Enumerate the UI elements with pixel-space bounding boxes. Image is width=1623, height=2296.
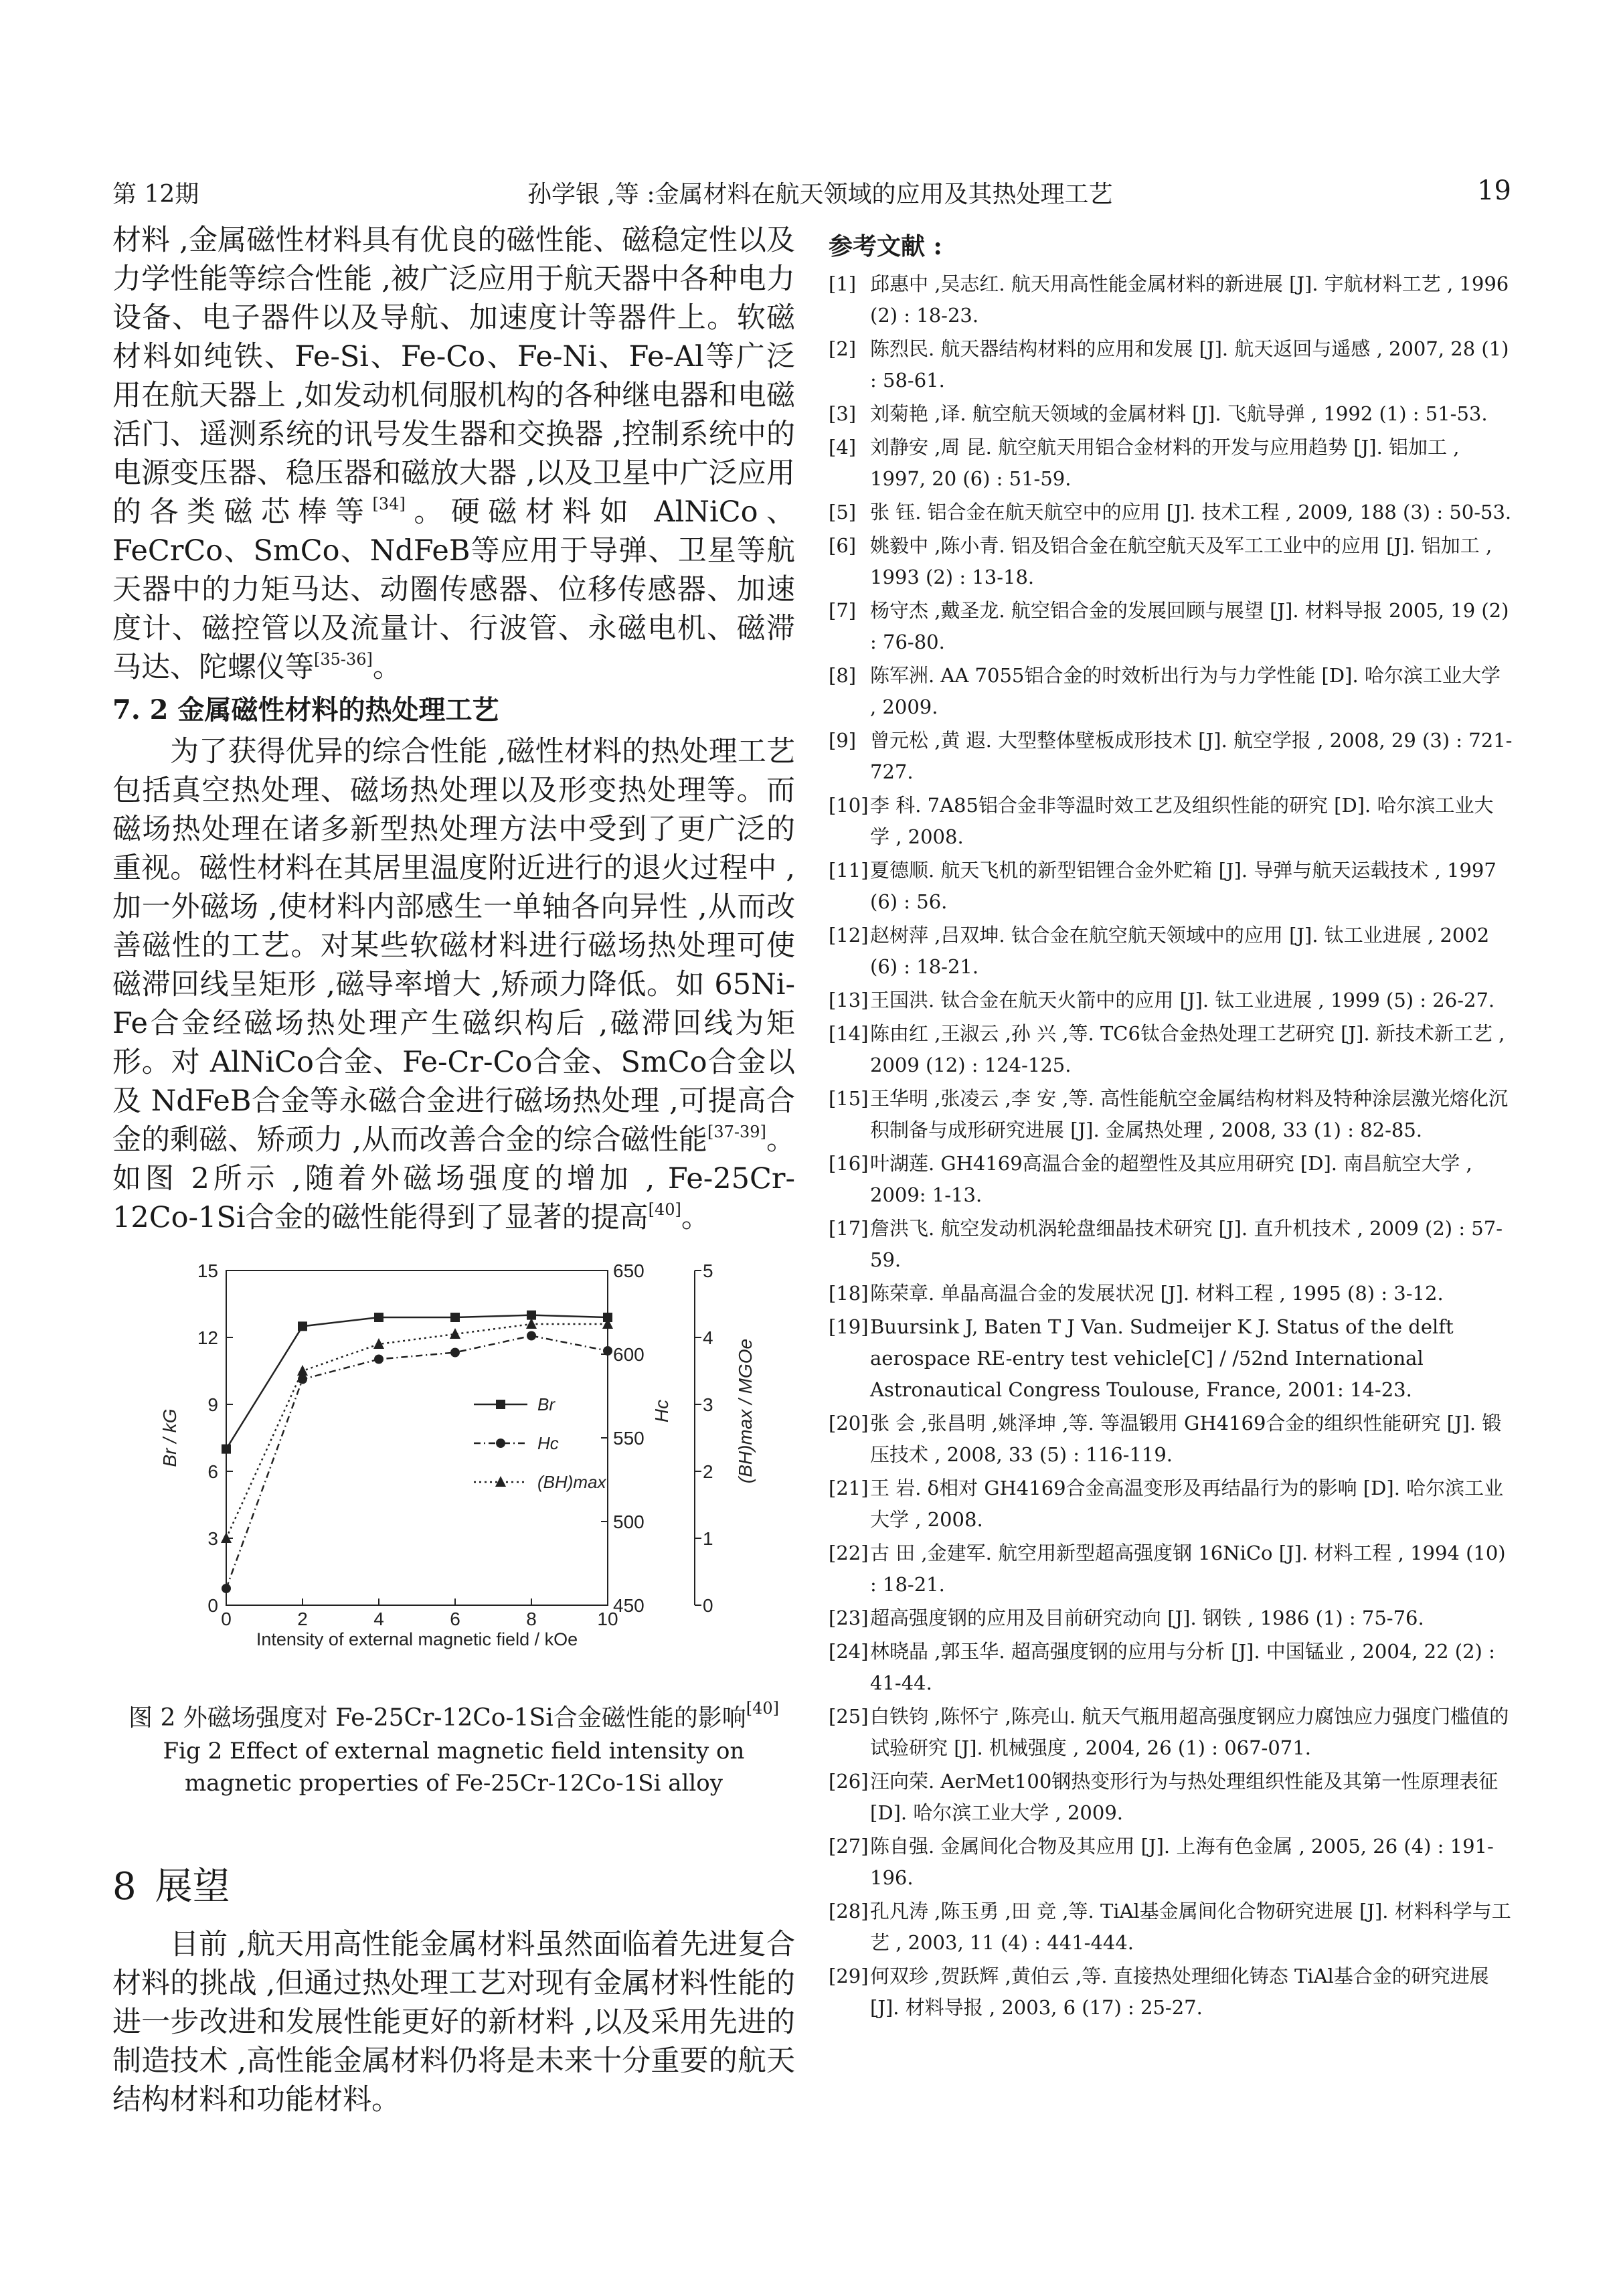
reference-item — [829, 1896, 1513, 1959]
figure-caption-cn: 图 2 外磁场强度对 Fe-25Cr-12Co-1Si合金磁性能的影响[40] — [129, 1699, 779, 1732]
reference-text: 孔凡涛 ,陈玉勇 ,田 竞 ,等. TiAl基金属间化合物研究进展 [J]. 材料科学与工艺 , 2003, 11 (4) : 441-444. — [870, 1900, 1511, 1954]
reference-text: 陈荣章. 单晶高温合金的发展状况 [J]. 材料工程 , 1995 (8) : 3-12. — [870, 1282, 1444, 1305]
reference-text: 王国洪. 钛合金在航天火箭中的应用 [J]. 钛工业进展 , 1999 (5) : 26-27. — [870, 989, 1495, 1011]
issue-label: 第 12期 — [112, 181, 199, 208]
figure-caption-en-line1: Fig 2 Effect of external magnetic field intensity on — [163, 1738, 745, 1765]
series-line-hc — [226, 1336, 608, 1589]
reference-item — [829, 660, 1513, 723]
reference-number: [29] — [829, 1965, 869, 1987]
reference-number: [27] — [829, 1835, 869, 1858]
reference-number: [22] — [829, 1542, 869, 1564]
reference-item — [829, 1018, 1513, 1081]
reference-text: 邱惠中 ,吴志红. 航天用高性能金属材料的新进展 [J]. 宇航材料工艺 , 1996 (2) : 18-23. — [870, 272, 1509, 327]
legend-marker — [496, 1439, 505, 1448]
data-point — [603, 1346, 612, 1356]
reference-number: [6] — [829, 534, 857, 557]
y-right-tick-label: 5 — [703, 1260, 713, 1281]
reference-number: [7] — [829, 599, 857, 622]
reference-item — [829, 1603, 1513, 1634]
reference-number: [1] — [829, 272, 857, 295]
section-number: 8 — [112, 1865, 137, 1908]
reference-item — [829, 1083, 1513, 1146]
y-mid-axis-label: Hc — [651, 1399, 672, 1423]
reference-item — [829, 398, 1513, 430]
reference-number: [26] — [829, 1770, 869, 1793]
reference-number: [15] — [829, 1087, 869, 1110]
reference-text: 夏德顺. 航天飞机的新型铝锂合金外贮箱 [J]. 导弹与航天运载技术 , 1997 (6) : 56. — [870, 859, 1497, 913]
reference-item — [829, 985, 1513, 1016]
reference-text: 古 田 ,金建军. 航空用新型超高强度钢 16NiCo [J]. 材料工程 , 1994 (10) : 18-21. — [870, 1542, 1506, 1596]
y-left-tick-label: 12 — [197, 1327, 218, 1348]
x-tick-label: 8 — [526, 1609, 537, 1629]
reference-number: [20] — [829, 1412, 869, 1434]
y-mid-tick-label: 650 — [613, 1260, 645, 1281]
citation: [35-36] — [314, 650, 373, 669]
reference-text: 李 科. 7A85铝合金非等温时效工艺及组织性能的研究 [D]. 哈尔滨工业大学 , 2008. — [870, 794, 1494, 848]
data-point — [222, 1584, 231, 1593]
citation: [40] — [648, 1200, 681, 1219]
reference-text: 王华明 ,张凌云 ,李 安 ,等. 高性能航空金属结构材料及特种涂层激光熔化沉积制备与成形研究进展 [J]. 金属热处理 , 2008, 33 (1) : 82-85. — [870, 1087, 1508, 1141]
reference-item — [829, 1278, 1513, 1309]
paragraph-heat-treatment: 为了获得优异的综合性能 ,磁性材料的热处理工艺包括真空热处理、磁场热处理以及形变热处理等。而磁场热处理在诸多新型热处理方法中受到了更广泛的重视。磁性材料在其居里温度附近进行的退火过程中 ,加一外磁场 ,使材料内部感生一单轴各向异性 ,从而改善磁性的工艺。对某些软磁材料进行磁场热处理可使磁滞回线呈矩形 ,磁导率增大 ,矫顽力降低。如 65Ni-Fe合金经磁场热处理产生磁织构后 ,磁滞回线为矩形。对 AlNiCo合金、Fe-Cr-Co合金、SmCo合金以及 NdFeB合金等永磁合金进行磁场热处理 ,可提高合金的剩磁、矫顽力 ,从而改善合金的综合磁性能[37-39]。如图 2所示 ,随着外磁场强度的增加 , Fe-25Cr-12Co-1Si合金的磁性能得到了显著的提高[40]。 — [112, 735, 795, 1234]
x-tick-label: 0 — [221, 1609, 232, 1629]
reference-text: 詹洪飞. 航空发动机涡轮盘细晶技术研究 [J]. 直升机技术 , 2009 (2) : 57-59. — [870, 1217, 1503, 1271]
y-right-tick-label: 0 — [703, 1595, 713, 1616]
references-title: 参考文献 : — [829, 232, 942, 260]
data-point — [222, 1445, 231, 1454]
legend-label: Br — [537, 1394, 555, 1414]
reference-item — [829, 1538, 1513, 1601]
reference-number: [13] — [829, 989, 869, 1011]
references-column — [829, 228, 1513, 2026]
subsection-heading: 7. 2 金属磁性材料的热处理工艺 — [112, 694, 499, 726]
reference-number: [21] — [829, 1477, 869, 1499]
reference-item — [829, 920, 1513, 983]
reference-item — [829, 333, 1513, 396]
reference-item — [829, 725, 1513, 788]
reference-item — [829, 790, 1513, 853]
figure-caption-en-line2: magnetic properties of Fe-25Cr-12Co-1Si alloy — [185, 1770, 723, 1797]
reference-number: [5] — [829, 501, 857, 523]
reference-number: [14] — [829, 1022, 869, 1045]
reference-text: Buursink J, Baten T J Van. Sudmeijer K J. Status of the delft aerospace RE-entry test vehicle[C] / /52nd International Astronautical Congress Toulouse, France, 2001: 14-23. — [870, 1315, 1454, 1401]
reference-item — [829, 432, 1513, 495]
reference-item — [829, 1408, 1513, 1471]
reference-text: 赵树萍 ,吕双坤. 钛合金在航空航天领域中的应用 [J]. 钛工业进展 , 2002 (6) : 18-21. — [870, 924, 1490, 978]
data-point — [450, 1348, 460, 1358]
reference-number: [19] — [829, 1315, 869, 1338]
reference-item — [829, 1213, 1513, 1276]
y-mid-tick-label: 450 — [613, 1595, 645, 1616]
y-right-tick-label: 1 — [703, 1528, 713, 1549]
data-point — [450, 1313, 460, 1322]
reference-number: [28] — [829, 1900, 869, 1922]
y-right-tick-label: 3 — [703, 1394, 713, 1415]
y-left-axis-label: Br / kG — [159, 1408, 180, 1467]
reference-text: 叶湖莲. GH4169高温合金的超塑性及其应用研究 [D]. 南昌航空大学 , 2009: 1-13. — [870, 1152, 1472, 1206]
y-left-tick-label: 3 — [207, 1528, 218, 1549]
reference-number: [18] — [829, 1282, 869, 1305]
data-point — [374, 1313, 383, 1322]
reference-text: 汪向荣. AerMet100钢热变形行为与热处理组织性能及其第一性原理表征 [D]. 哈尔滨工业大学 , 2009. — [870, 1770, 1499, 1824]
y-mid-tick-label: 550 — [613, 1428, 645, 1449]
legend-label: Hc — [537, 1433, 559, 1453]
reference-item — [829, 1961, 1513, 2024]
x-tick-label: 4 — [373, 1609, 384, 1629]
reference-text: 刘菊艳 ,译. 航空航天领域的金属材料 [J]. 飞航导弹 , 1992 (1) : 51-53. — [870, 402, 1488, 425]
reference-number: [16] — [829, 1152, 869, 1175]
reference-text: 陈由红 ,王淑云 ,孙 兴 ,等. TC6钛合金热处理工艺研究 [J]. 新技术新工艺 , 2009 (12) : 124-125. — [870, 1022, 1505, 1076]
reference-item — [829, 595, 1513, 658]
y-right-axis-label: (BH)max / MGOe — [735, 1338, 756, 1484]
reference-item — [829, 1701, 1513, 1764]
y-right-tick-label: 4 — [703, 1327, 713, 1348]
citation: [34] — [372, 495, 406, 513]
series-line-br — [226, 1315, 608, 1449]
reference-number: [3] — [829, 402, 857, 425]
paragraph-magnetic-materials: 材料 ,金属磁性材料具有优良的磁性能、磁稳定性以及力学性能等综合性能 ,被广泛应用于航天器中各种电力设备、电子器件以及导航、加速度计等器件上。软磁材料如纯铁、Fe-Si、Fe-Co、Fe-Ni、Fe-Al等广泛用在航天器上 ,如发动机伺服机构的各种继电器和电磁活门、遥测系统的讯号发生器和交换器 ,控制系统中的电源变压器、稳压器和磁放大器 ,以及卫星中广泛应用的各类磁芯棒等[34]。硬磁材料如 AlNiCo、FeCrCo、SmCo、NdFeB等应用于导弹、卫星等航天器中的力矩马达、动圈传感器、位移传感器、加速度计、磁控管以及流量计、行波管、永磁电机、磁滞马达、陀螺仪等[35-36]。 — [112, 224, 796, 684]
reference-item — [829, 497, 1513, 528]
reference-text: 王 岩. δ相对 GH4169合金高温变形及再结晶行为的影响 [D]. 哈尔滨工业大学 , 2008. — [870, 1477, 1504, 1531]
x-tick-label: 6 — [450, 1609, 460, 1629]
x-axis-label: Intensity of external magnetic field / kOe — [256, 1629, 578, 1649]
reference-number: [23] — [829, 1607, 869, 1629]
reference-text: 张 钰. 铝合金在航天航空中的应用 [J]. 技术工程 , 2009, 188 (3) : 50-53. — [870, 501, 1512, 523]
reference-number: [12] — [829, 924, 869, 947]
reference-text: 白铁钧 ,陈怀宁 ,陈亮山. 航天气瓶用超高强度钢应力腐蚀应力强度门槛值的试验研究 [J]. 机械强度 , 2004, 26 (1) : 067-071. — [870, 1705, 1509, 1759]
legend-marker — [496, 1400, 505, 1409]
reference-number: [4] — [829, 436, 857, 459]
citation: [37-39] — [707, 1123, 766, 1141]
reference-text: 杨守杰 ,戴圣龙. 航空铝合金的发展回顾与展望 [J]. 材料导报 2005, 19 (2) : 76-80. — [870, 599, 1509, 653]
left-column — [112, 221, 795, 2119]
x-tick-label: 2 — [297, 1609, 308, 1629]
y-left-tick-label: 15 — [197, 1260, 218, 1281]
reference-number: [10] — [829, 794, 869, 817]
paragraph-outlook: 目前 ,航天用高性能金属材料虽然面临着先进复合材料的挑战 ,但通过热处理工艺对现有金属材料性能的进一步改进和发展性能更好的新材料 ,以及采用先进的制造技术 ,高性能金属材料仍将是未来十分重要的航天结构材料和功能材料。 — [112, 1928, 795, 2117]
reference-number: [2] — [829, 337, 857, 360]
reference-text: 陈自强. 金属间化合物及其应用 [J]. 上海有色金属 , 2005, 26 (4) : 191-196. — [870, 1835, 1494, 1889]
data-point — [298, 1321, 307, 1331]
reference-item — [829, 1473, 1513, 1536]
data-point — [374, 1355, 383, 1364]
x-tick-label: 10 — [597, 1609, 618, 1629]
reference-item — [829, 1831, 1513, 1894]
y-left-tick-label: 0 — [207, 1595, 218, 1616]
reference-text: 何双珍 ,贺跃辉 ,黄伯云 ,等. 直接热处理细化铸态 TiAl基合金的研究进展 [J]. 材料导报 , 2003, 6 (17) : 25-27. — [870, 1965, 1489, 2019]
reference-number: [11] — [829, 859, 869, 882]
reference-item — [829, 268, 1513, 331]
reference-text: 林晓晶 ,郭玉华. 超高强度钢的应用与分析 [J]. 中国锰业 , 2004, 22 (2) : 41-44. — [870, 1640, 1495, 1694]
reference-item — [829, 1311, 1513, 1406]
y-left-tick-label: 6 — [207, 1461, 218, 1482]
reference-item — [829, 1636, 1513, 1699]
reference-text: 刘静安 ,周 昆. 航空航天用铝合金材料的开发与应用趋势 [J]. 铝加工 , 1997, 20 (6) : 51-59. — [870, 436, 1460, 490]
reference-item — [829, 1766, 1513, 1829]
reference-text: 姚毅中 ,陈小青. 铝及铝合金在航空航天及军工工业中的应用 [J]. 铝加工 , 1993 (2) : 13-18. — [870, 534, 1492, 588]
y-right-tick-label: 2 — [703, 1461, 713, 1482]
page-number: 19 — [1477, 175, 1511, 206]
data-point — [450, 1328, 460, 1339]
reference-text: 张 会 ,张昌明 ,姚泽坤 ,等. 等温锻用 GH4169合金的组织性能研究 [J]. 锻压技术 , 2008, 33 (5) : 116-119. — [870, 1412, 1502, 1466]
data-point — [298, 1375, 307, 1384]
running-title: 孙学银 ,等 :金属材料在航天领域的应用及其热处理工艺 — [527, 181, 1113, 208]
reference-text: 超高强度钢的应用及目前研究动向 [J]. 钢铁 , 1986 (1) : 75-76. — [870, 1607, 1424, 1629]
section-heading — [112, 1864, 795, 1910]
reference-number: [24] — [829, 1640, 869, 1663]
reference-item — [829, 1148, 1513, 1211]
figure-2 — [112, 1257, 795, 1699]
y-mid-tick-label: 500 — [613, 1511, 645, 1532]
reference-number: [9] — [829, 729, 857, 752]
reference-number: [8] — [829, 664, 857, 687]
reference-number: [17] — [829, 1217, 869, 1240]
reference-number: [25] — [829, 1705, 869, 1728]
reference-text: 陈烈民. 航天器结构材料的应用和发展 [J]. 航天返回与遥感 , 2007, 28 (1) : 58-61. — [870, 337, 1509, 392]
legend-label: (BH)max — [537, 1472, 606, 1492]
reference-text: 陈军洲. AA 7055铝合金的时效析出行为与力学性能 [D]. 哈尔滨工业大学 , 2009. — [870, 664, 1501, 718]
y-mid-tick-label: 600 — [613, 1344, 645, 1365]
section-title: 展望 — [155, 1865, 230, 1908]
reference-text: 曾元松 ,黄 遐. 大型整体壁板成形技术 [J]. 航空学报 , 2008, 29 (3) : 721-727. — [870, 729, 1513, 783]
magnetic-properties-chart — [112, 1257, 795, 1699]
running-header — [112, 175, 1511, 209]
reference-item — [829, 530, 1513, 593]
data-point — [527, 1331, 536, 1341]
y-left-tick-label: 9 — [207, 1394, 218, 1415]
reference-item — [829, 855, 1513, 918]
reference-list — [829, 268, 1513, 2024]
